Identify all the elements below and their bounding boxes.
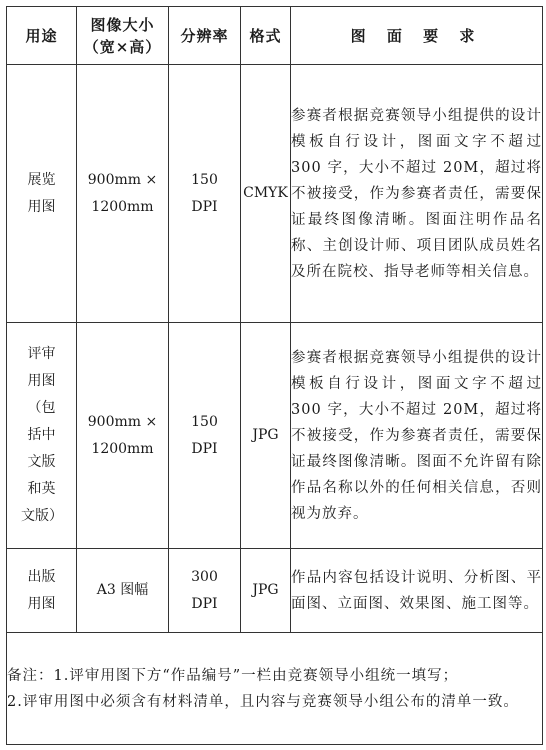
table-row: [7, 323, 543, 549]
note-line2: 2.评审用图中必须含有材料清单，且内容与竞赛领导小组公布的清单一致。: [7, 693, 519, 710]
header-image-size-line2: （宽×高）: [83, 37, 162, 56]
header-requirements: 图 面 要 求: [291, 7, 543, 65]
row-resolution: [169, 323, 241, 549]
header-image-size: [77, 7, 169, 65]
row-use: 出版用图: [7, 549, 77, 633]
row-requirements: 参赛者根据竞赛领导小组提供的设计模板自行设计，图面文字不超过 300 字，大小不超过 20M，超过将不被接受，作为参赛者责任，需要保证最终图像清晰。图面注明作品名称、主创设计师、项目团队成员姓名及所在院校、指导老师等相关信息。: [291, 65, 543, 323]
row-requirements: 作品内容包括设计说明、分析图、平面图、立面图、效果图、施工图等。: [291, 549, 543, 633]
row-res-line1: 150: [191, 171, 218, 188]
table-note: [7, 633, 543, 745]
row-resolution: [169, 549, 241, 633]
row-res-line1: 300: [191, 568, 218, 585]
row-size-line2: 1200mm: [91, 198, 154, 215]
header-use: 用途: [7, 7, 77, 65]
table-row: [7, 65, 543, 323]
row-image-size: [77, 65, 169, 323]
row-use: 展览用图: [7, 65, 77, 323]
row-requirements: 参赛者根据竞赛领导小组提供的设计模板自行设计，图面文字不超过 300 字，大小不超过 20M，超过将不被接受，作为参赛者责任，需要保证最终图像清晰。图面不允许留有除作品名称以外的任何相关信息，否则视为放弃。: [291, 323, 543, 549]
row-res-line2: DPI: [191, 198, 218, 215]
row-use: 评审用图（包括中文版和英文版）: [7, 323, 77, 549]
row-res-line2: DPI: [191, 595, 218, 612]
row-resolution: [169, 65, 241, 323]
row-format: JPG: [241, 323, 291, 549]
row-image-size: A3 图幅: [77, 549, 169, 633]
row-size-line1: 900mm ×: [87, 171, 158, 188]
note-line1: 备注：1.评审用图下方“作品编号”一栏由竞赛领导小组统一填写；: [7, 667, 459, 684]
row-size-line1: 900mm ×: [87, 413, 158, 430]
row-res-line2: DPI: [191, 440, 218, 457]
row-format: JPG: [241, 549, 291, 633]
table-row: [7, 549, 543, 633]
note-row: [7, 633, 543, 745]
row-size-line2: 1200mm: [91, 440, 154, 457]
header-row: [7, 7, 543, 65]
submission-spec-table: [6, 6, 543, 745]
header-format: 格式: [241, 7, 291, 65]
header-image-size-line1: 图像大小: [90, 15, 155, 34]
row-res-line1: 150: [191, 413, 218, 430]
row-format: CMYK: [241, 65, 291, 323]
row-image-size: [77, 323, 169, 549]
header-resolution: 分辨率: [169, 7, 241, 65]
